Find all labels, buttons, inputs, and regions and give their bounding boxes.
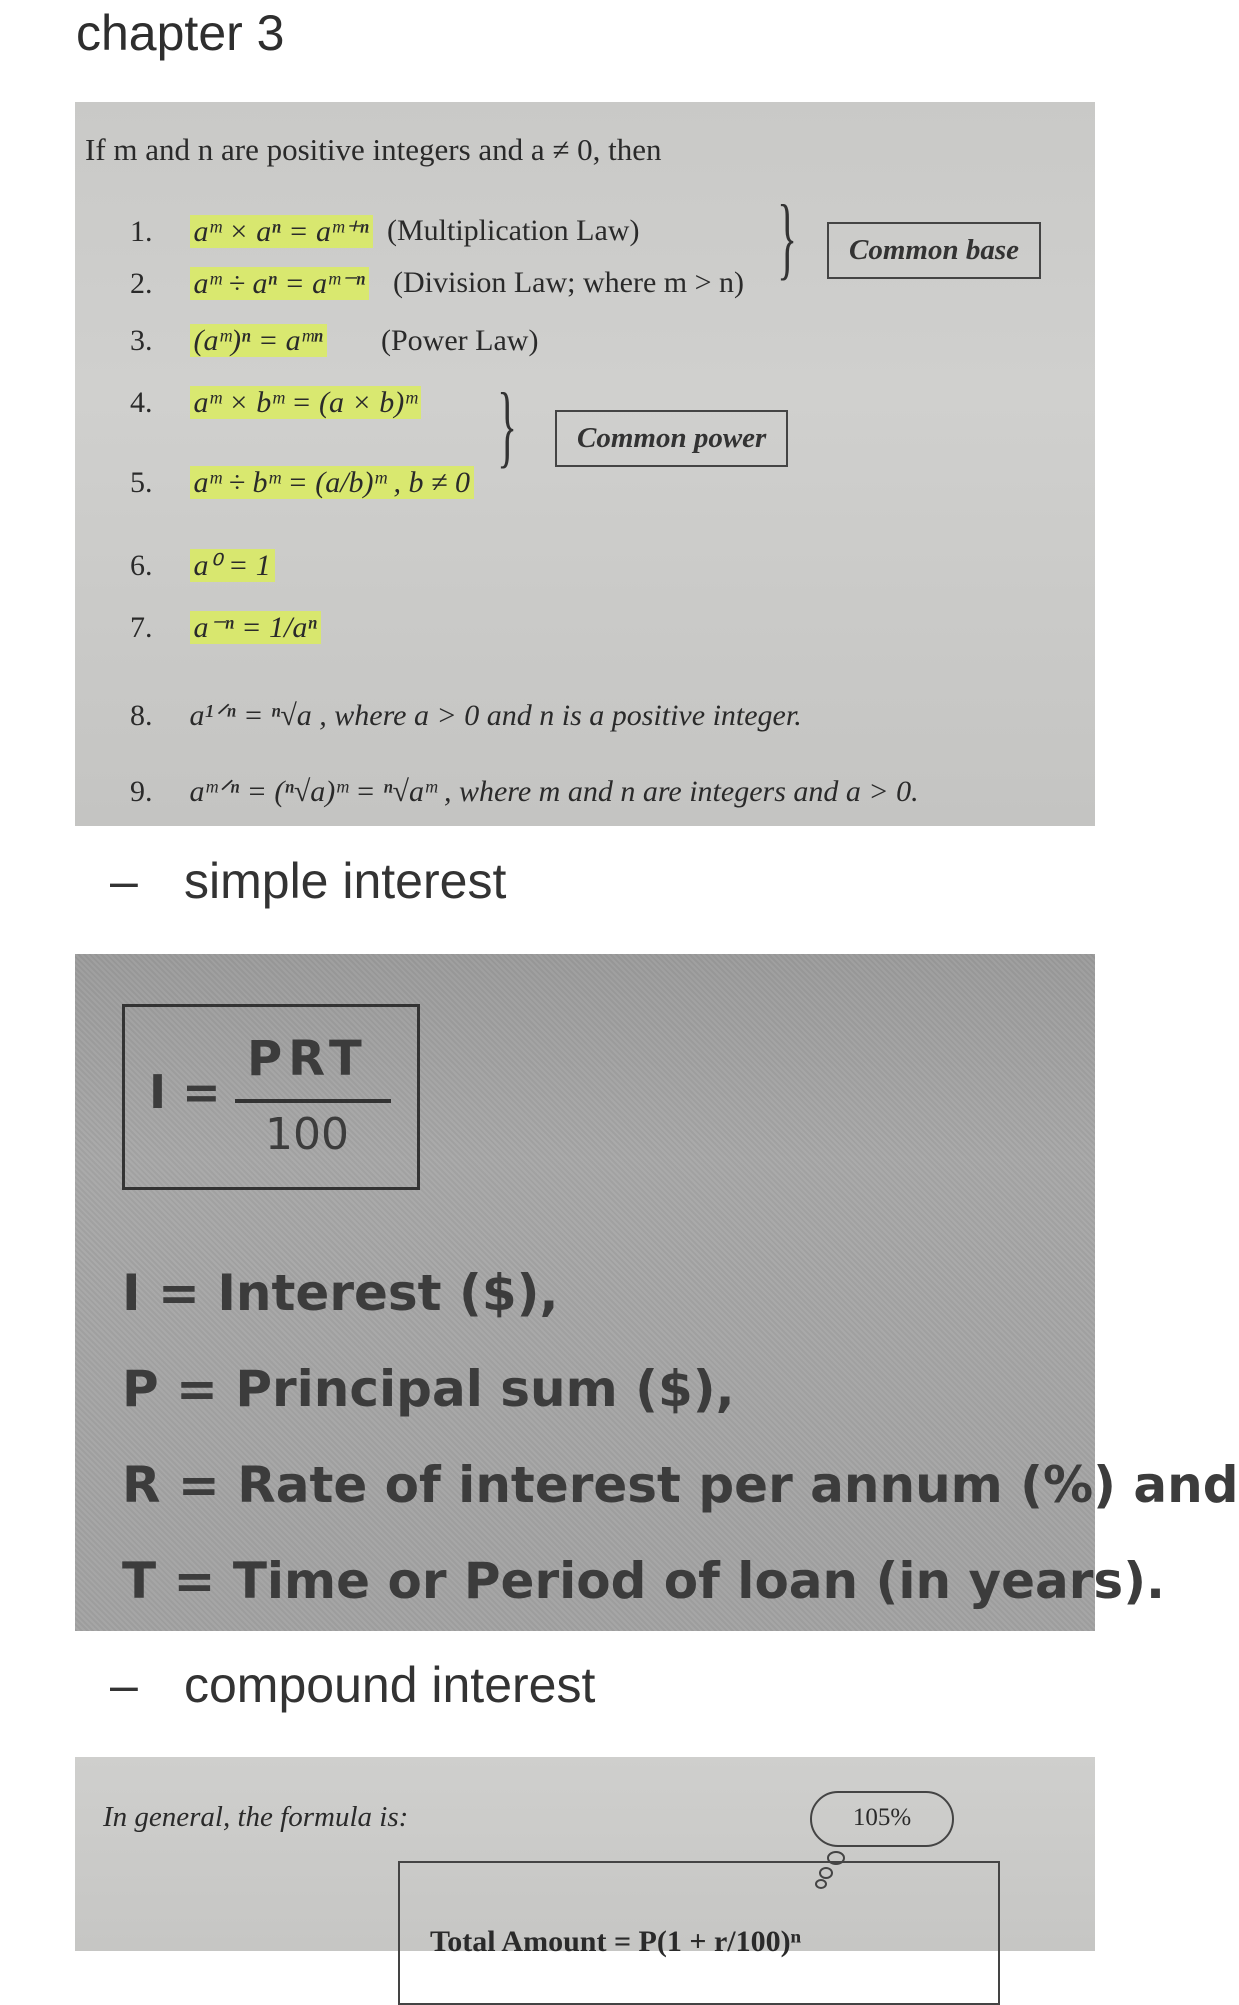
simple-interest-photo <box>75 954 1239 1631</box>
law-formula: a¹ᐟⁿ = ⁿ√a , where a > 0 and n is a positive integer. <box>189 699 802 732</box>
variable-definition: P = Principal sum ($), <box>122 1360 735 1418</box>
law-row <box>130 610 321 645</box>
law-row <box>130 214 373 249</box>
law-name: (Division Law; where m > n) <box>393 266 745 299</box>
simple-interest-formula-box <box>122 1004 420 1190</box>
compound-interest-photo <box>75 1757 1095 1958</box>
law-number: 3. <box>130 324 153 357</box>
compound-interest-formula-box <box>398 1861 1000 2005</box>
law-formula: a⁻ⁿ = 1/aⁿ <box>190 611 321 644</box>
law-name: (Power Law) <box>381 324 539 357</box>
bullet-dash: – <box>110 1657 138 1713</box>
variable-definition: I = Interest ($), <box>122 1264 559 1322</box>
law-formula: a⁰ = 1 <box>190 549 275 582</box>
compound-interest-intro: In general, the formula is: <box>103 1801 409 1833</box>
indices-laws-photo <box>75 102 1095 826</box>
formula-lhs: I = <box>149 1065 221 1119</box>
formula-numerator: PRT <box>247 1031 368 1087</box>
law-formula: (aᵐ)ⁿ = aᵐⁿ <box>190 324 327 357</box>
compound-interest-heading <box>110 1656 595 1714</box>
page-title: chapter 3 <box>76 5 285 61</box>
law-number: 2. <box>130 267 153 300</box>
formula-denominator: 100 <box>265 1109 349 1160</box>
section-heading-text: compound interest <box>184 1657 596 1713</box>
fraction-bar <box>235 1099 391 1103</box>
common-base-label: Common base <box>827 222 1041 279</box>
thought-cloud: 105% <box>810 1791 954 1847</box>
law-formula: aᵐ × bᵐ = (a × b)ᵐ <box>190 386 421 419</box>
law-formula: aᵐ ÷ aⁿ = aᵐ⁻ⁿ <box>190 267 369 300</box>
law-number: 1. <box>130 215 153 248</box>
variable-definition: R = Rate of interest per annum (%) and <box>122 1456 1239 1514</box>
law-row <box>130 386 421 420</box>
common-base-brace: } <box>777 186 798 288</box>
law-number: 8. <box>130 699 153 732</box>
law-number: 9. <box>130 775 153 808</box>
indices-intro: If m and n are positive integers and a ≠ 0, then <box>85 132 662 167</box>
variable-definition: T = Time or Period of loan (in years). <box>122 1552 1166 1610</box>
law-row <box>130 774 919 809</box>
bullet-dash: – <box>110 853 138 909</box>
compound-interest-formula: Total Amount = P(1 + r/100)ⁿ <box>430 1925 802 1958</box>
law-number: 4. <box>130 386 153 419</box>
common-power-brace: } <box>497 374 518 476</box>
law-formula: aᵐ × aⁿ = aᵐ⁺ⁿ <box>190 215 373 248</box>
section-heading-text: simple interest <box>184 853 507 909</box>
law-name: (Multiplication Law) <box>387 214 640 247</box>
law-row <box>130 548 275 583</box>
law-number: 6. <box>130 549 153 582</box>
law-number: 7. <box>130 611 153 644</box>
law-formula: aᵐᐟⁿ = (ⁿ√a)ᵐ = ⁿ√aᵐ , where m and n are integers and a > 0. <box>189 775 919 808</box>
simple-interest-heading <box>110 852 506 910</box>
common-power-label: Common power <box>555 410 788 467</box>
law-row <box>130 266 369 301</box>
law-row <box>130 466 474 500</box>
law-row <box>130 698 802 733</box>
law-row <box>130 324 327 358</box>
law-formula: aᵐ ÷ bᵐ = (a/b)ᵐ , b ≠ 0 <box>190 466 475 499</box>
law-number: 5. <box>130 466 153 499</box>
